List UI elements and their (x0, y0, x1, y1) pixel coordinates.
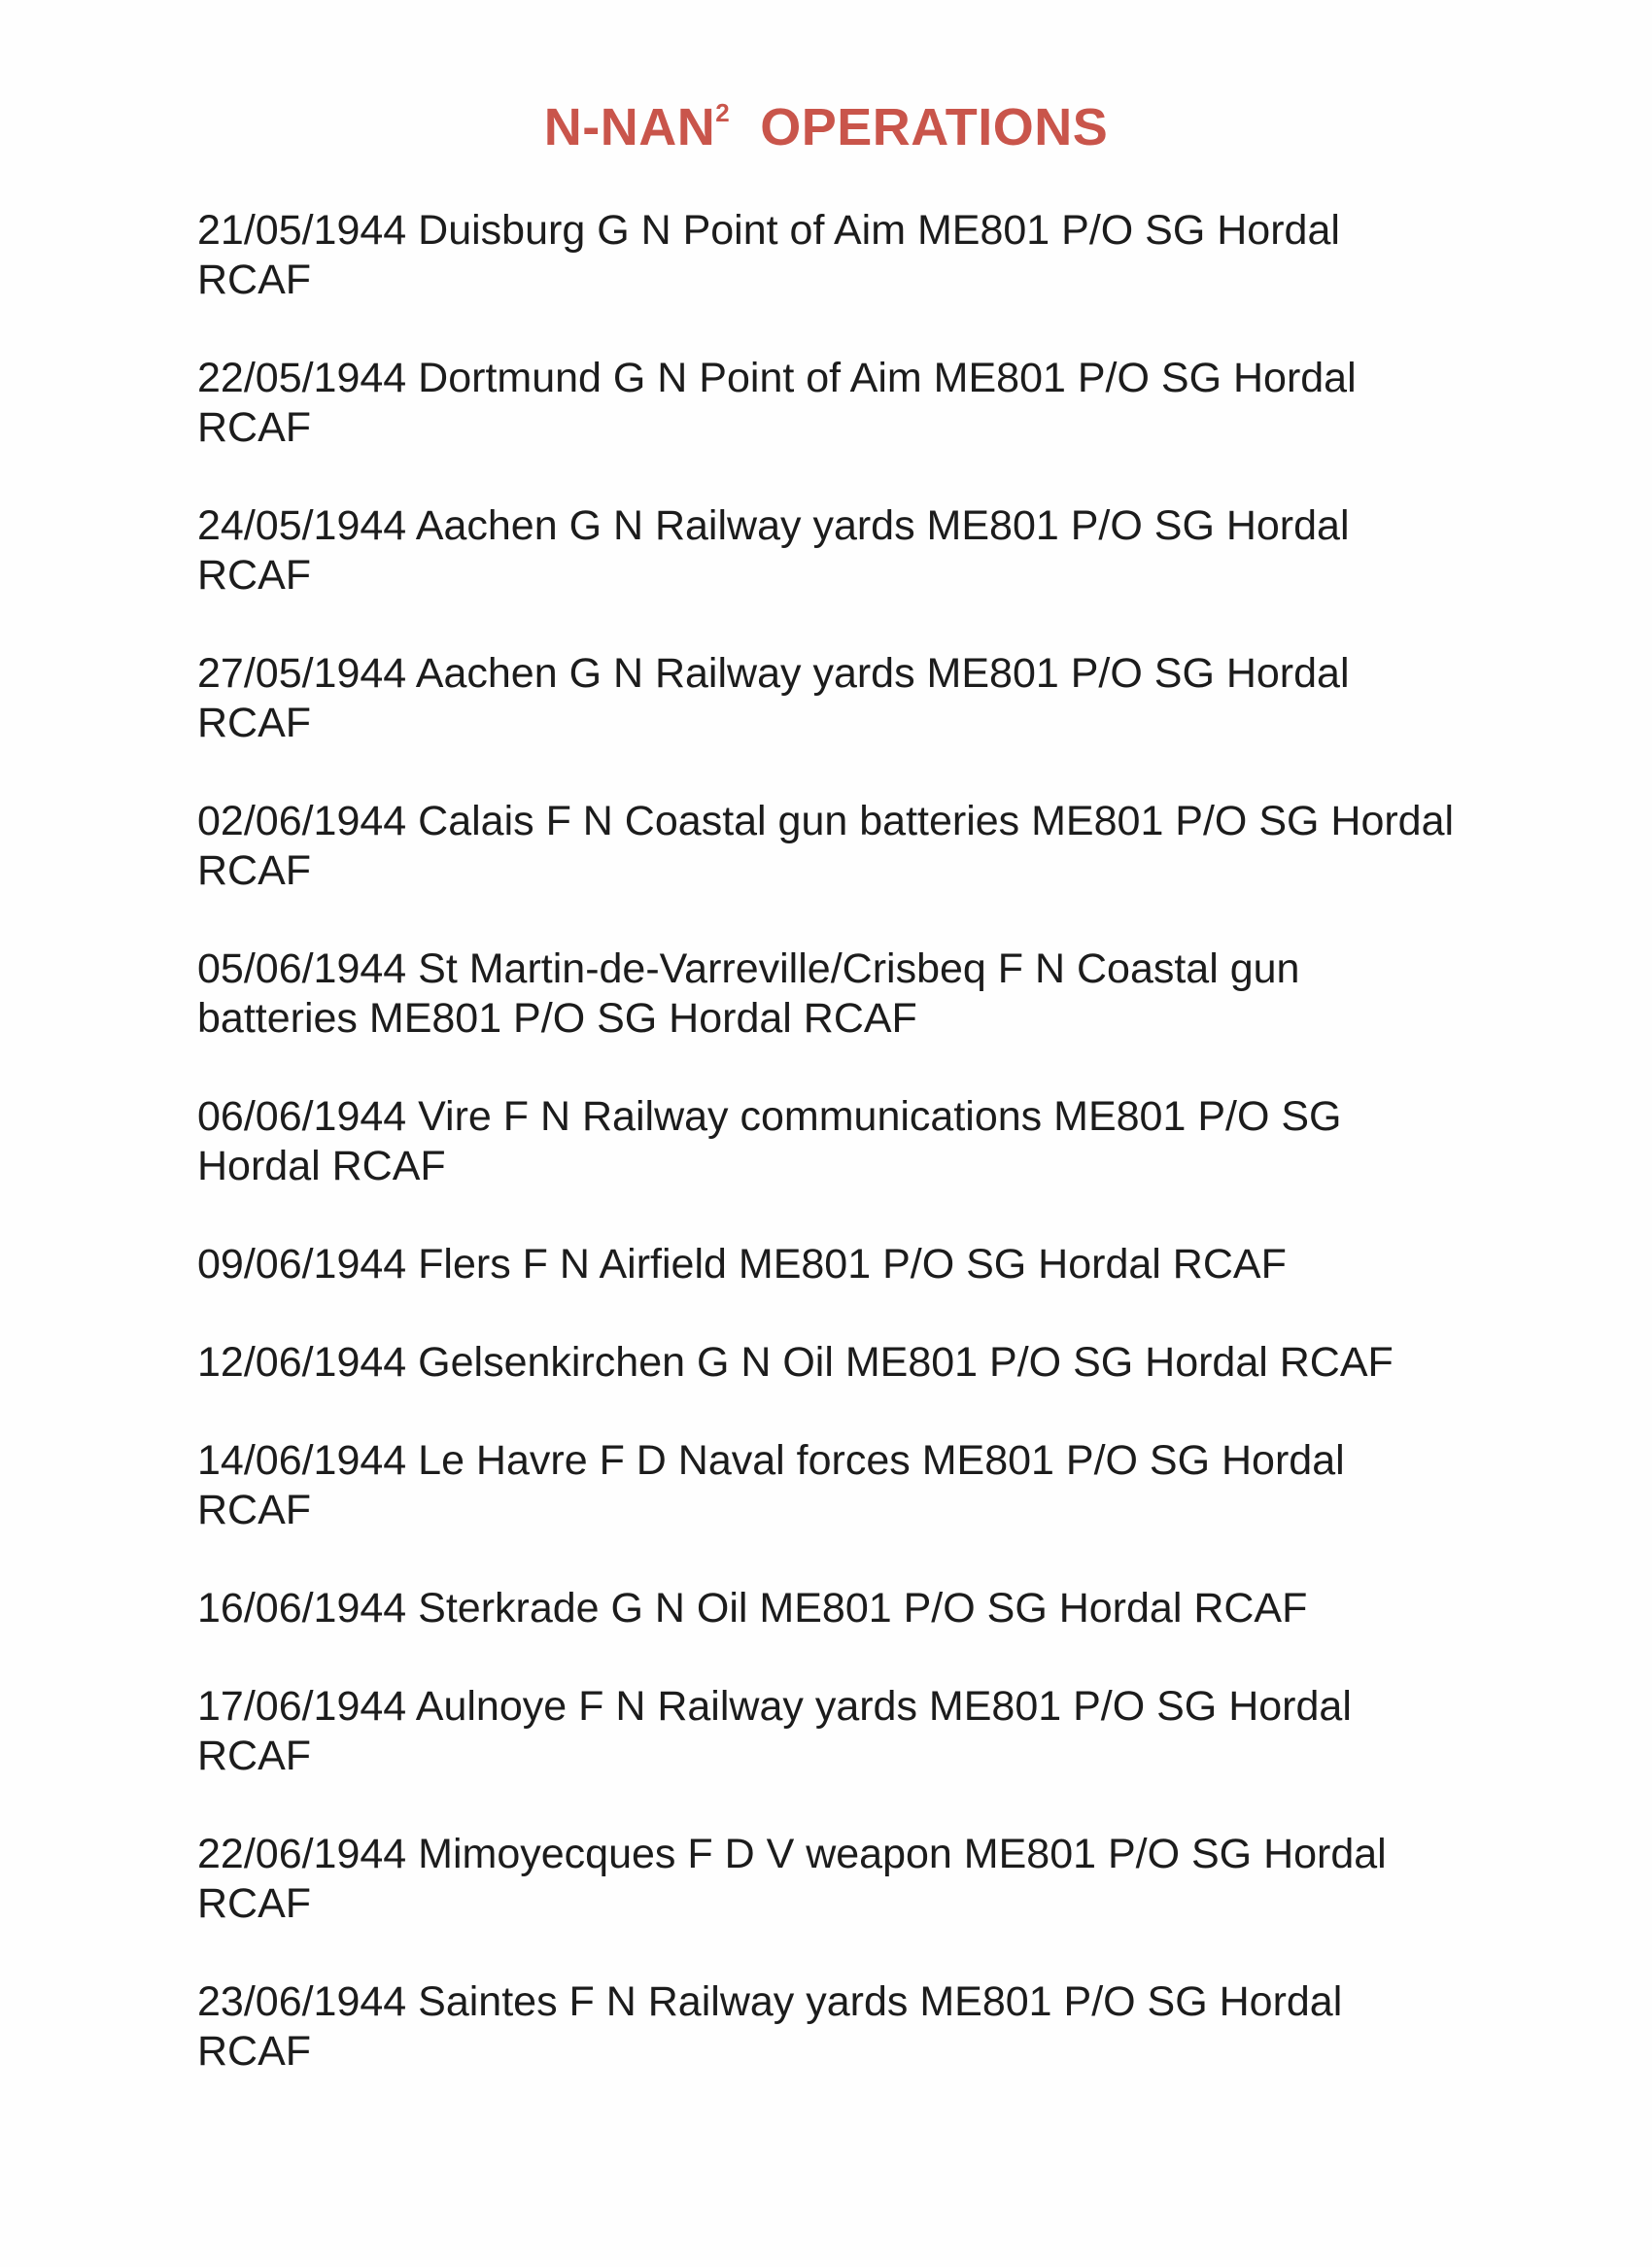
entry-line-1: 22/06/1944 Mimoyecques F D V weapon ME801 P/O SG Hordal (197, 1831, 1387, 1877)
operation-entry (197, 797, 1558, 945)
entry-line-1: 21/05/1944 Duisburg G N Point of Aim ME801 P/O SG Hordal (197, 207, 1340, 254)
title-superscript: 2 (715, 98, 731, 127)
entry-line-1: 27/05/1944 Aachen G N Railway yards ME801 P/O SG Hordal (197, 650, 1350, 697)
entry-line-1: 24/05/1944 Aachen G N Railway yards ME801 P/O SG Hordal (197, 502, 1350, 549)
entry-line-2: RCAF (197, 552, 312, 599)
title-rest: OPERATIONS (730, 98, 1109, 156)
entry-line-2: RCAF (197, 847, 312, 894)
operation-entry (197, 1240, 1558, 1338)
operation-entry (197, 1830, 1558, 1977)
entry-line-1: 16/06/1944 Sterkrade G N Oil ME801 P/O SG Hordal RCAF (197, 1585, 1308, 1632)
operation-entry (197, 945, 1558, 1092)
operation-entry (197, 1977, 1558, 2125)
entry-line-1: 23/06/1944 Saintes F N Railway yards ME801 P/O SG Hordal (197, 1978, 1343, 2025)
operation-entry (197, 354, 1558, 501)
entry-line-2: RCAF (197, 2028, 312, 2075)
entry-line-2: batteries ME801 P/O SG Hordal RCAF (197, 995, 917, 1042)
entry-line-1: 06/06/1944 Vire F N Railway communications ME801 P/O SG (197, 1093, 1342, 1140)
operation-entry (197, 1682, 1558, 1830)
title-main: N-NAN (543, 98, 716, 156)
entry-line-1: 05/06/1944 St Martin-de-Varreville/Crisbeq F N Coastal gun (197, 945, 1300, 992)
operation-entry (197, 1584, 1558, 1682)
entry-line-1: 17/06/1944 Aulnoye F N Railway yards ME801 P/O SG Hordal (197, 1683, 1352, 1730)
entry-line-2: RCAF (197, 1880, 312, 1927)
operation-entry (197, 1436, 1558, 1584)
entry-line-2: Hordal RCAF (197, 1143, 446, 1189)
operation-entry (197, 206, 1558, 354)
operation-entry (197, 1092, 1558, 1240)
entry-line-1: 02/06/1944 Calais F N Coastal gun batteries ME801 P/O SG Hordal (197, 798, 1455, 844)
entry-line-2: RCAF (197, 1733, 312, 1779)
entry-line-1: 22/05/1944 Dortmund G N Point of Aim ME801 P/O SG Hordal (197, 355, 1357, 401)
entry-line-2: RCAF (197, 700, 312, 746)
entry-line-1: 12/06/1944 Gelsenkirchen G N Oil ME801 P/O SG Hordal RCAF (197, 1339, 1394, 1386)
entry-line-2: RCAF (197, 1487, 312, 1533)
entry-line-2: RCAF (197, 257, 312, 303)
operation-entry (197, 1338, 1558, 1436)
operation-entry (197, 501, 1558, 649)
entry-line-1: 09/06/1944 Flers F N Airfield ME801 P/O SG Hordal RCAF (197, 1241, 1287, 1288)
operation-entry (197, 649, 1558, 797)
page-title (0, 97, 1652, 157)
operations-list (197, 206, 1558, 2125)
entry-line-1: 14/06/1944 Le Havre F D Naval forces ME801 P/O SG Hordal (197, 1437, 1345, 1484)
entry-line-2: RCAF (197, 404, 312, 451)
